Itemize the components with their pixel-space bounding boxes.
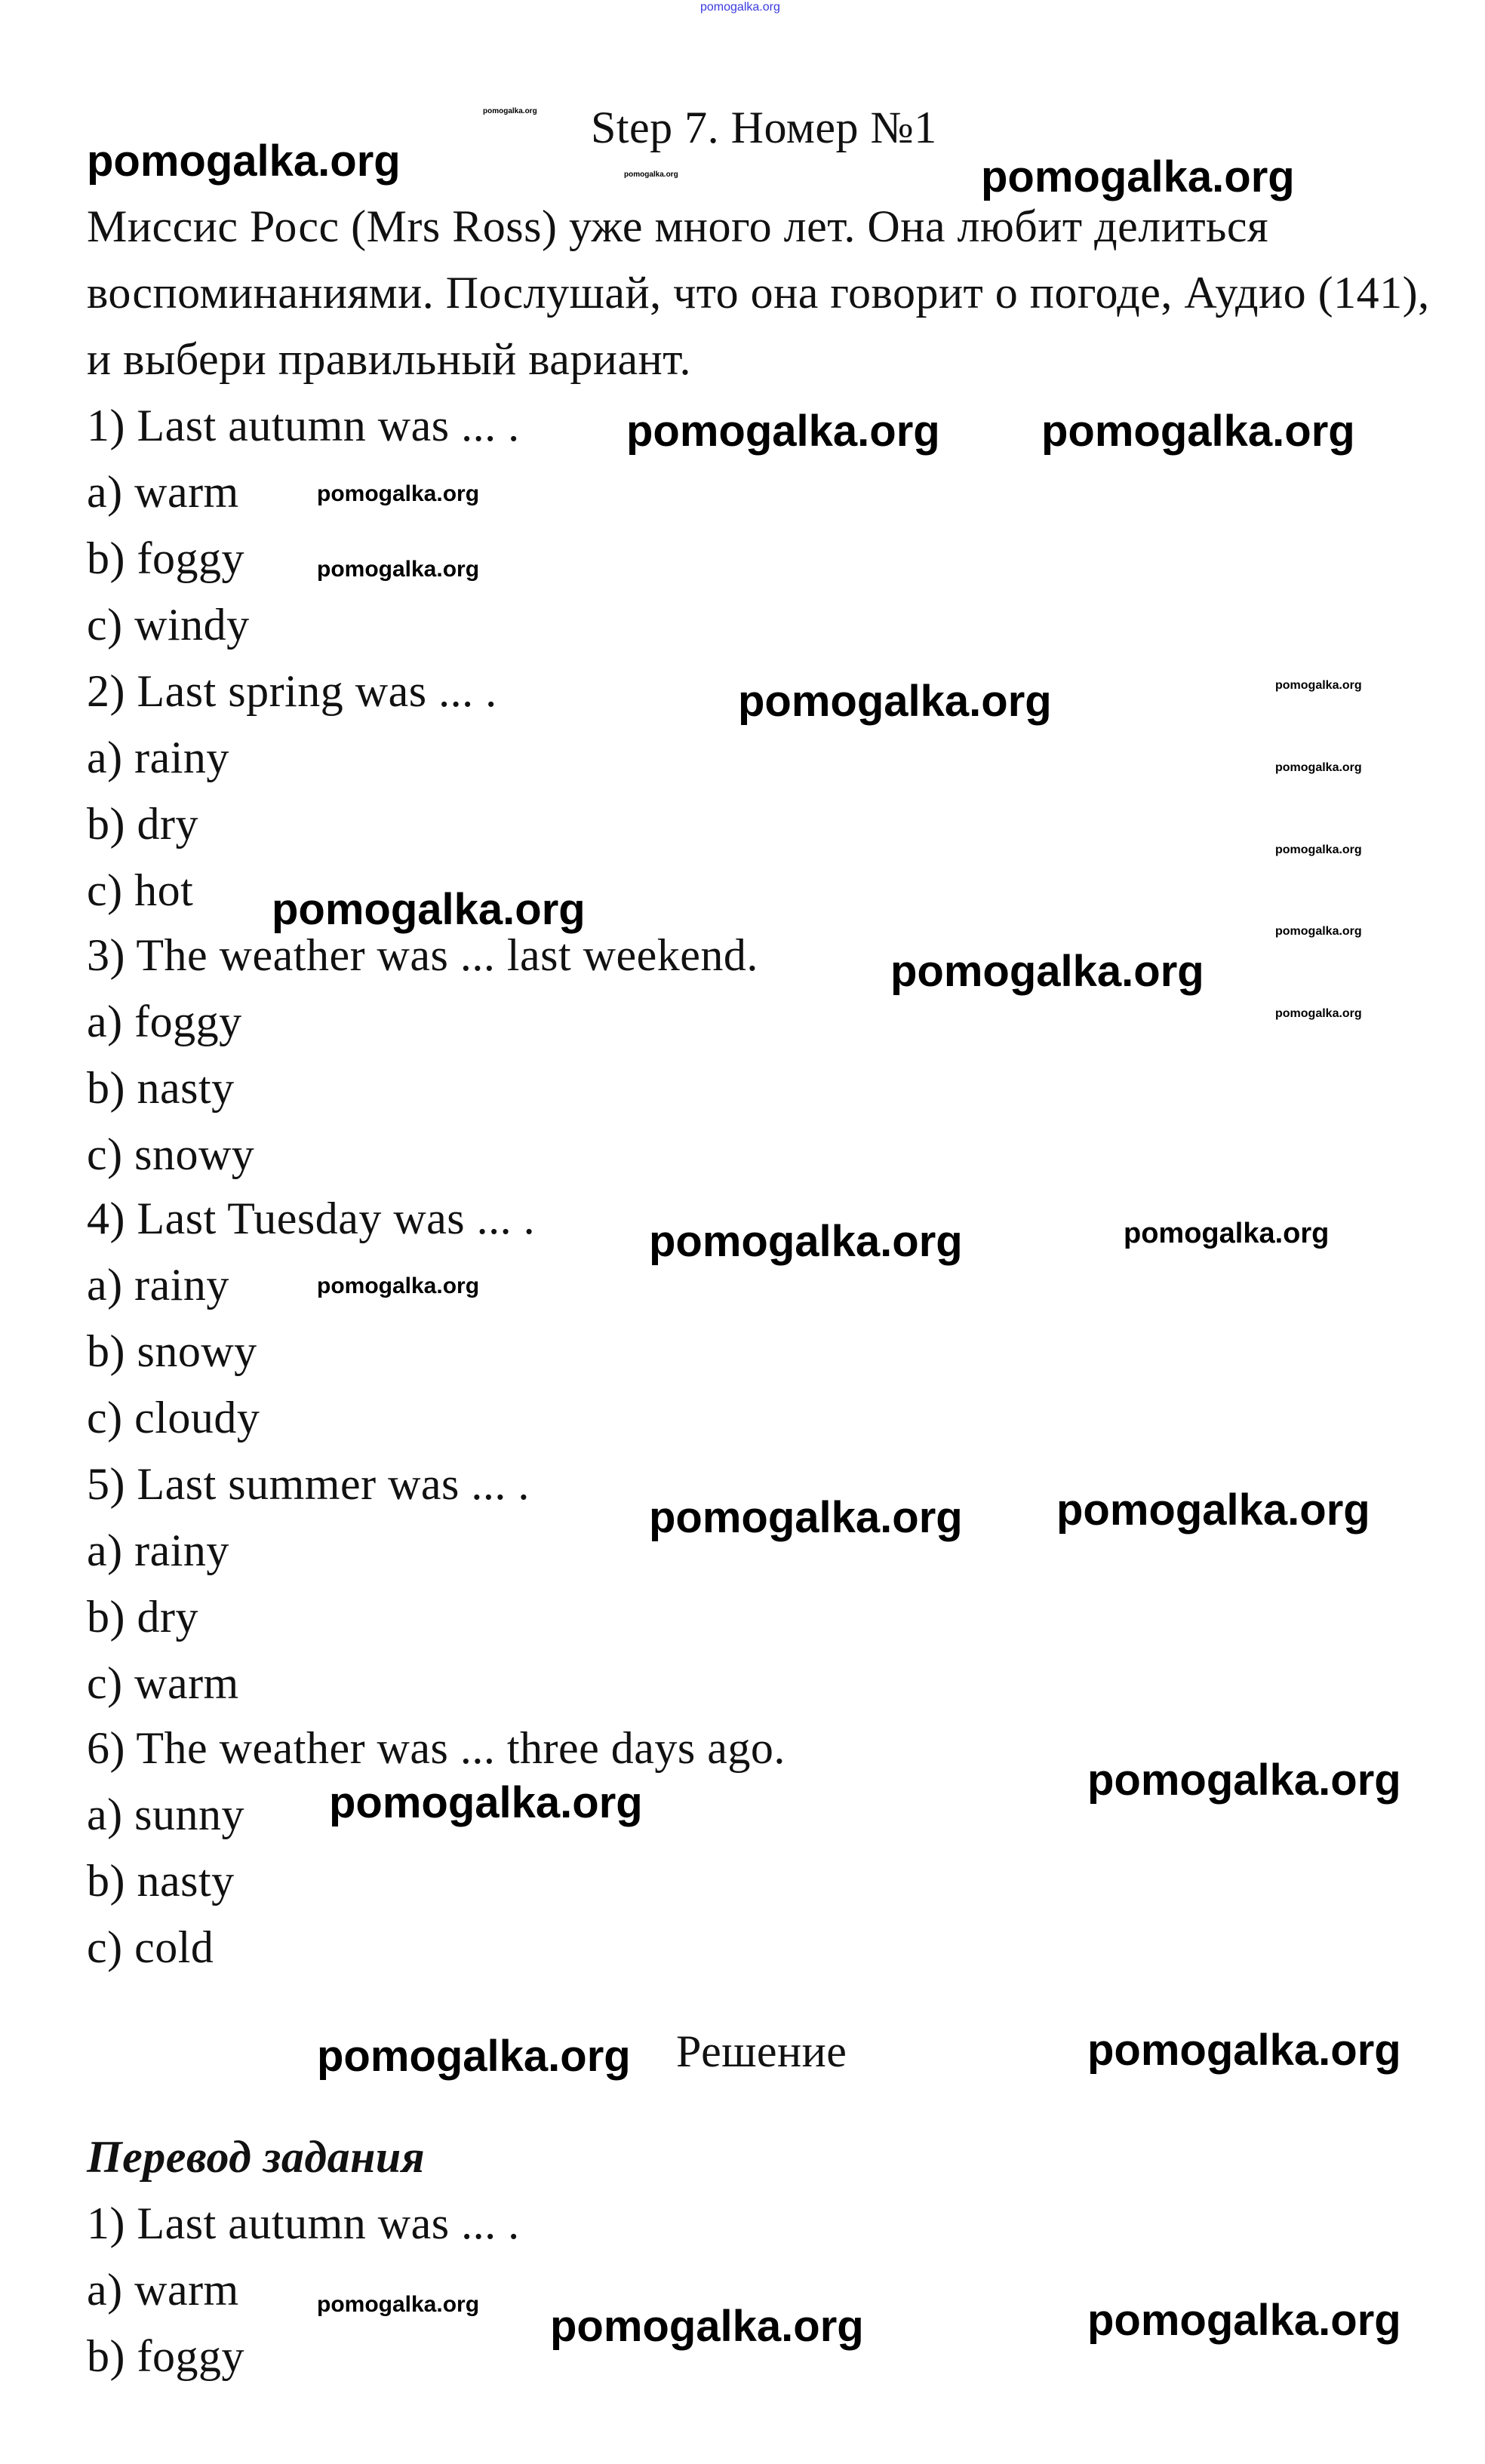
option: c) snowy [87,1129,255,1179]
watermark: pomogalka.org [1087,2296,1401,2345]
watermark: pomogalka.org [1087,2026,1401,2075]
watermark: pomogalka.org [1056,1485,1370,1535]
watermark: pomogalka.org [317,2032,631,2081]
intro-line: воспоминаниями. Послушай, что она говорит о погоде, Аудио (141), [87,268,1430,318]
option: b) nasty [87,1856,235,1906]
option: c) windy [87,600,250,650]
watermark: pomogalka.org [317,481,480,506]
watermark: pomogalka.org [624,171,678,179]
watermark: pomogalka.org [317,1273,480,1298]
watermark: pomogalka.org [1275,761,1362,774]
watermark: pomogalka.org [550,2302,864,2351]
question: 3) The weather was ... last weekend. [87,930,758,980]
translation-heading: Перевод задания [87,2132,426,2182]
question: 6) The weather was ... three days ago. [87,1723,786,1773]
option: b) foggy [87,2331,244,2381]
watermark: pomogalka.org [649,1217,963,1266]
watermark: pomogalka.org [981,152,1295,201]
intro-line: Миссис Росс (Mrs Ross) уже много лет. Она любит делиться [87,201,1269,251]
option: a) foggy [87,997,242,1046]
watermark: pomogalka.org [890,947,1204,996]
question: 1) Last autumn was ... . [87,2198,520,2248]
intro-line: и выбери правильный вариант. [87,334,691,384]
question: 4) Last Tuesday was ... . [87,1194,536,1243]
question: 2) Last spring was ... . [87,666,497,716]
option: a) rainy [87,1525,229,1575]
option: a) rainy [87,1260,229,1310]
watermark: pomogalka.org [1124,1218,1330,1249]
option: b) foggy [87,533,244,583]
watermark: pomogalka.org [649,1493,963,1542]
watermark: pomogalka.org [1087,1756,1401,1805]
watermark: pomogalka.org [738,677,1052,726]
watermark: pomogalka.org [317,557,480,582]
watermark: pomogalka.org [1041,407,1355,456]
option: b) dry [87,799,198,849]
watermark: pomogalka.org [1275,679,1362,692]
watermark: pomogalka.org [329,1778,643,1827]
option: a) rainy [87,733,229,782]
option: a) sunny [87,1790,244,1839]
option: b) nasty [87,1063,235,1113]
option: b) dry [87,1592,198,1642]
question: 1) Last autumn was ... . [87,401,520,450]
option: c) hot [87,865,194,915]
option: a) warm [87,467,239,517]
option: c) cloudy [87,1393,260,1442]
option: a) warm [87,2265,239,2315]
page-title: Step 7. Номер №1 [591,103,937,152]
watermark: pomogalka.org [700,1,780,14]
watermark: pomogalka.org [87,137,401,186]
watermark: pomogalka.org [483,107,537,115]
option: c) warm [87,1658,239,1708]
watermark: pomogalka.org [1275,925,1362,938]
watermark: pomogalka.org [272,885,586,934]
question: 5) Last summer was ... . [87,1459,530,1509]
watermark: pomogalka.org [626,407,940,456]
watermark: pomogalka.org [317,2292,480,2317]
option: b) snowy [87,1326,257,1376]
option: c) cold [87,1922,214,1972]
watermark: pomogalka.org [1275,843,1362,856]
watermark: pomogalka.org [1275,1007,1362,1020]
solution-heading: Решение [676,2026,847,2076]
